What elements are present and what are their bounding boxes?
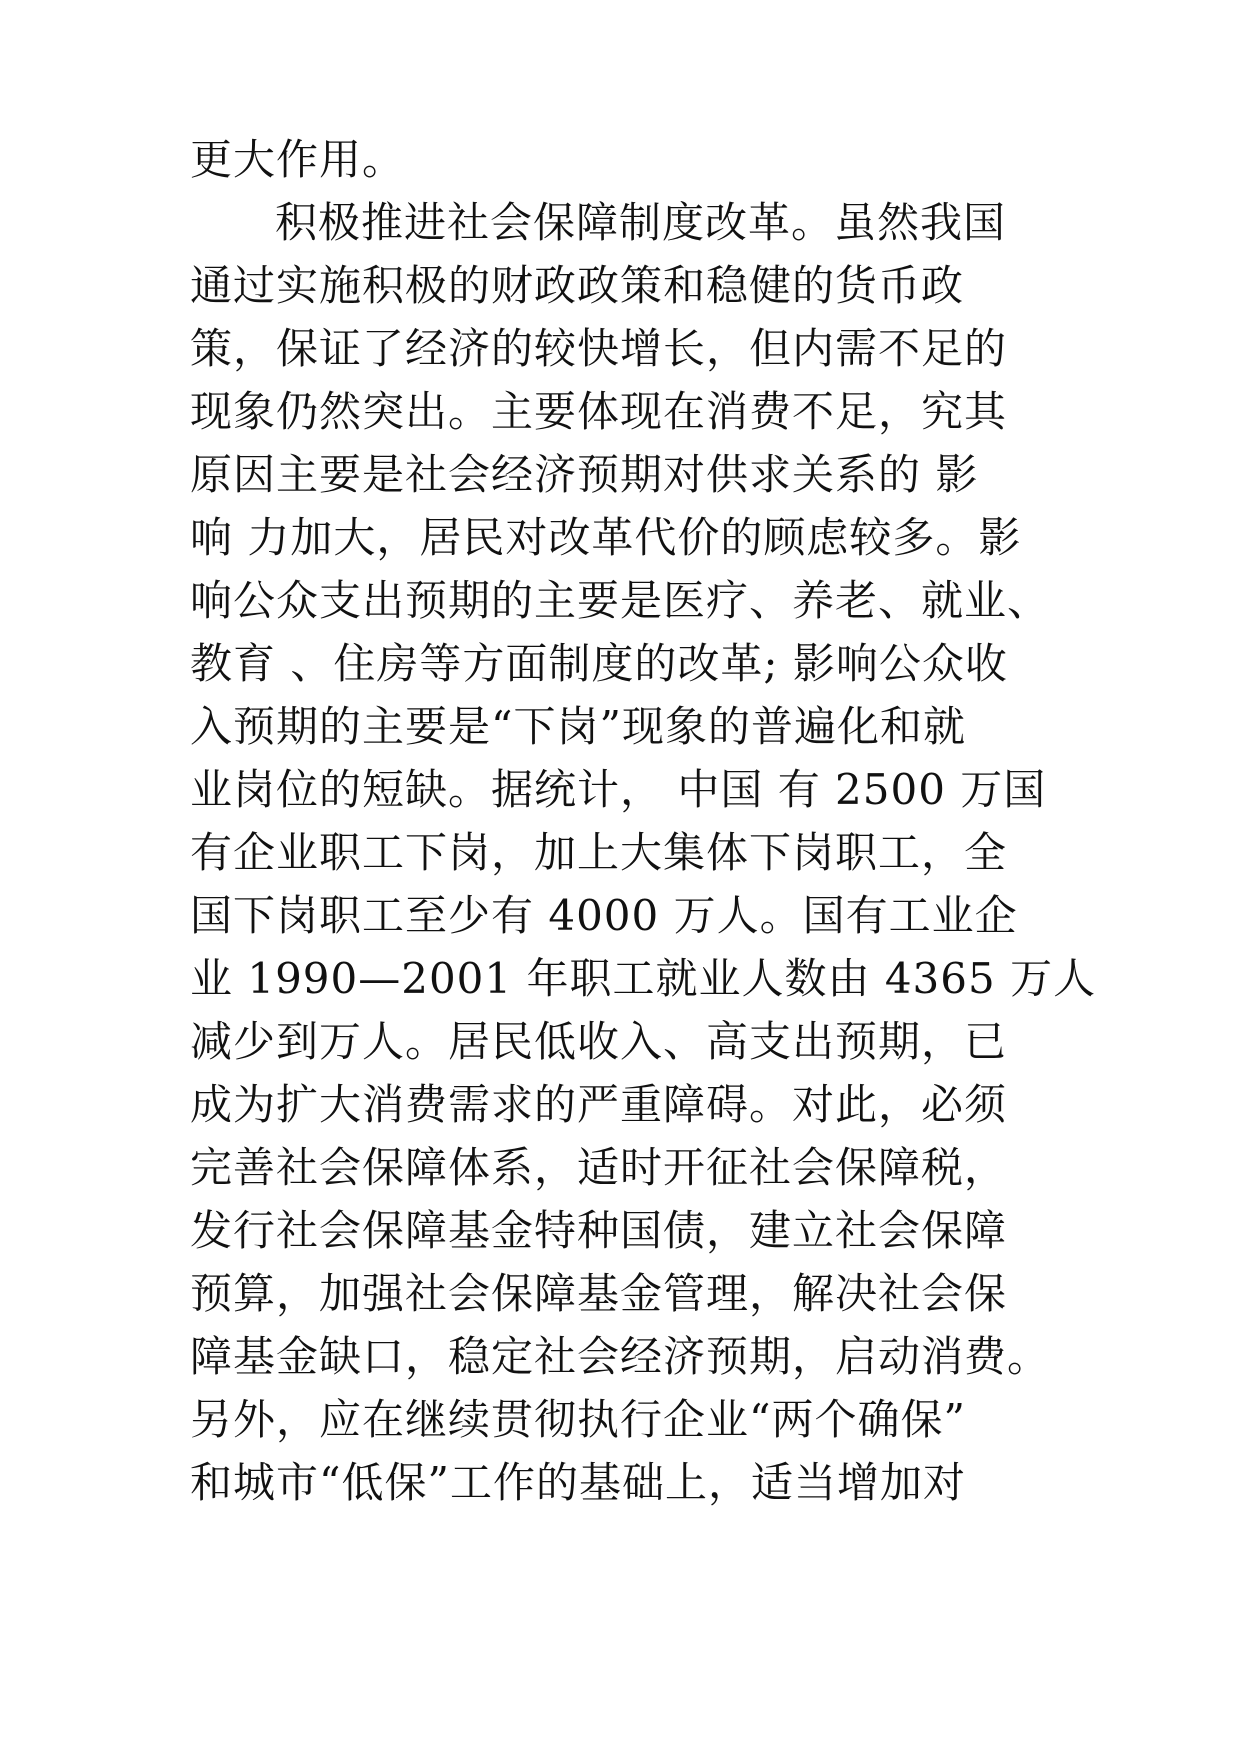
text-line: 原因主要是社会经济预期对供求关系的 影: [190, 450, 979, 499]
text-line: 响公众支出预期的主要是医疗、养老、就业、: [190, 576, 1051, 625]
text-line: 业岗位的短缺。据统计， 中国 有 2500 万国: [190, 765, 1047, 814]
text-line: 障基金缺口，稳定社会经济预期，启动消费。: [190, 1332, 1051, 1381]
text-line: 和城市“低保”工作的基础上，适当增加对: [190, 1458, 966, 1507]
text-line: 响 力加大，居民对改革代价的顾虑较多。影: [190, 513, 1022, 562]
paragraph-first-line: 积极推进社会保障制度改革。虽然我国: [275, 198, 1007, 247]
text-line: 国下岗职工至少有 4000 万人。国有工业企: [190, 891, 1018, 940]
text-line: 另外，应在继续贯彻执行企业“两个确保”: [190, 1395, 966, 1444]
text-line: 减少到万人。居民低收入、高支出预期，已: [190, 1017, 1008, 1066]
text-line: 成为扩大消费需求的严重障碍。对此，必须: [190, 1080, 1008, 1129]
text-line: 有企业职工下岗，加上大集体下岗职工，全: [190, 828, 1008, 877]
text-line: 现象仍然突出。主要体现在消费不足，究其: [190, 387, 1008, 436]
text-line: 预算，加强社会保障基金管理，解决社会保: [190, 1269, 1008, 1318]
text-line: 完善社会保障体系，适时开征社会保障税，: [190, 1143, 1008, 1192]
text-line: 业 1990—2001 年职工就业人数由 4365 万人: [190, 954, 1097, 1003]
text-line: 发行社会保障基金特种国债，建立社会保障: [190, 1206, 1008, 1255]
text-line: 更大作用。: [190, 135, 406, 184]
text-line: 教育 、住房等方面制度的改革; 影响公众收: [190, 639, 1008, 688]
text-line: 入预期的主要是“下岗”现象的普遍化和就: [190, 702, 966, 751]
text-line: 策，保证了经济的较快增长，但内需不足的: [190, 324, 1008, 373]
text-line: 通过实施积极的财政政策和稳健的货币政: [190, 261, 965, 310]
